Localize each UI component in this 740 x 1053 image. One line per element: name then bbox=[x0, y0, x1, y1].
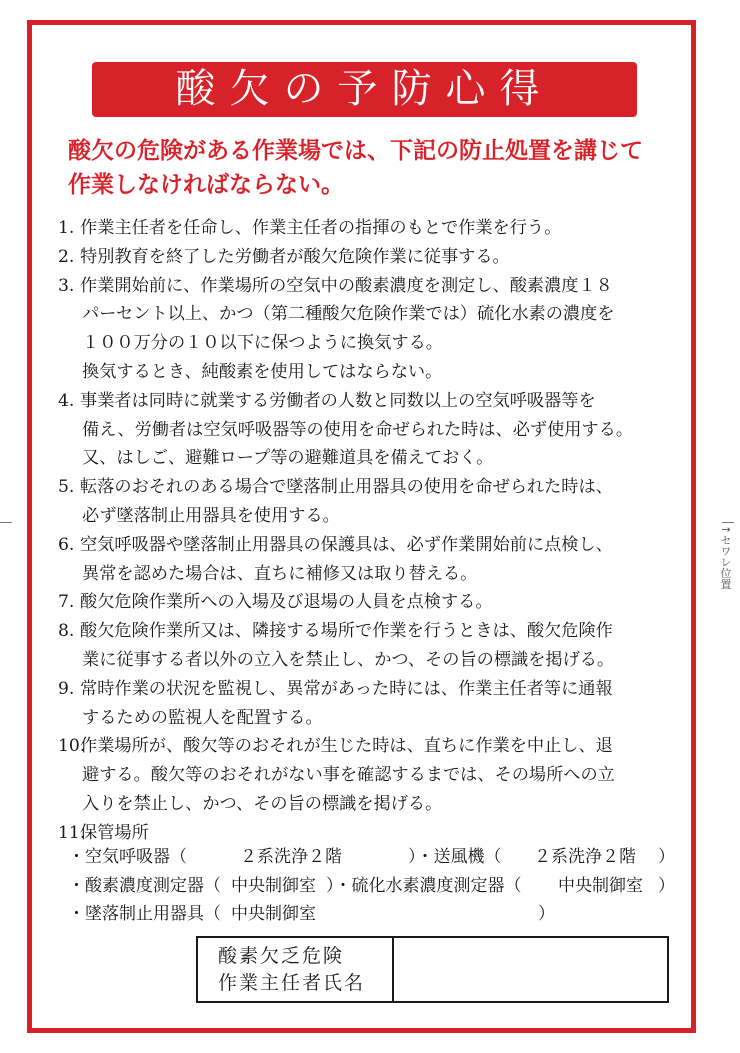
rule-number: 10. bbox=[58, 736, 86, 757]
rule-text: 酸欠危険作業所への入場及び退場の人員を点検する。 bbox=[80, 592, 493, 613]
rule-item-3 bbox=[58, 272, 678, 387]
page-title: 酸欠の予防心得 bbox=[92, 62, 637, 117]
rule-number: 4. bbox=[58, 390, 75, 411]
rule-text: 備え、労働者は空気呼吸器等の使用を命ぜられた時は、必ず使用する。 bbox=[82, 419, 634, 440]
storage-label: ・墜落制止用器具（ bbox=[68, 904, 221, 924]
fold-mark-left bbox=[0, 522, 12, 523]
storage-value: ２系洗浄２階 bbox=[240, 847, 342, 867]
storage-value: ２系洗浄２階 bbox=[534, 847, 636, 867]
rule-text: 避する。酸欠等のおそれがない事を確認するまでは、その場所への立 bbox=[82, 765, 615, 786]
storage-row bbox=[68, 900, 678, 929]
rule-text: 又、はしご、避難ロープ等の避難道具を備えておく。 bbox=[82, 448, 494, 469]
rule-text: 換気するとき、純酸素を使用してはならない。 bbox=[82, 361, 443, 382]
supervisor-label-line: 作業主任者氏名 bbox=[218, 972, 366, 994]
storage-value: 中央制御室 bbox=[231, 875, 316, 896]
rule-text: 転落のおそれのある場合で墜落制止用器具の使用を命ぜられた時は、 bbox=[80, 477, 613, 498]
rule-text: するための監視人を配置する。 bbox=[82, 707, 323, 728]
rule-text: 業に従事する者以外の立入を禁止し、かつ、その旨の標識を掲げる。 bbox=[82, 649, 615, 670]
storage-label: ）・硫化水素濃度測定器（ bbox=[326, 875, 522, 896]
storage-value: 中央制御室 bbox=[231, 904, 316, 924]
rule-text: 空気呼吸器や墜落制止用器具の保護具は、必ず作業開始前に点検し、 bbox=[80, 534, 613, 555]
rule-text: パーセント以上、かつ（第二種酸欠危険作業では）硫化水素の濃度を bbox=[82, 304, 615, 325]
rule-list bbox=[58, 214, 678, 848]
side-note: ↑セワレ位置 bbox=[719, 525, 732, 590]
storage-row bbox=[68, 843, 678, 872]
rule-number: 6. bbox=[58, 534, 75, 555]
rule-number: 7. bbox=[58, 592, 75, 613]
rule-number: 1. bbox=[58, 218, 75, 238]
storage-value: 中央制御室 bbox=[558, 875, 643, 896]
lead-line: 作業しなければならない。 bbox=[68, 171, 344, 198]
rule-number: 8. bbox=[58, 621, 75, 642]
rule-number: 9. bbox=[58, 678, 75, 699]
rule-number: 3. bbox=[58, 275, 75, 296]
rule-item-5 bbox=[58, 473, 678, 531]
rule-text: 作業主任者を任命し、作業主任者の指揮のもとで作業を行う。 bbox=[80, 218, 562, 238]
fold-mark-right bbox=[722, 522, 734, 523]
lead-line: 酸欠の危険がある作業場では、下記の防止処置を講じて bbox=[68, 137, 643, 164]
storage-label: ・酸素濃度測定器（ bbox=[68, 875, 221, 896]
rule-text: 作業場所が、酸欠等のおそれが生じた時は、直ちに作業を中止し、退 bbox=[80, 736, 613, 757]
rule-item-4 bbox=[58, 387, 678, 473]
supervisor-label-line: 酸素欠乏危険 bbox=[218, 945, 345, 967]
rule-text: 必ず墜落制止用器具を使用する。 bbox=[82, 505, 340, 526]
rule-number: 11. bbox=[58, 822, 86, 843]
storage-close: ） bbox=[538, 904, 555, 924]
storage-locations bbox=[68, 843, 678, 929]
rule-text: 常時作業の状況を監視し、異常があった時には、作業主任者等に通報 bbox=[80, 678, 613, 699]
rule-text: 特別教育を終了した労働者が酸欠危険作業に従事する。 bbox=[80, 246, 510, 267]
rule-item-9 bbox=[58, 675, 678, 733]
rule-text: 入りを禁止し、かつ、その旨の標識を掲げる。 bbox=[82, 793, 443, 814]
rule-item-1 bbox=[58, 214, 678, 243]
rule-text: 事業者は同時に就業する労働者の人数と同数以上の空気呼吸器等を bbox=[80, 390, 596, 411]
rule-number: 5. bbox=[58, 477, 75, 498]
rule-text: 保管場所 bbox=[80, 822, 149, 843]
rule-item-6 bbox=[58, 531, 678, 589]
rule-item-7 bbox=[58, 588, 678, 617]
rule-text: 酸欠危険作業所又は、隣接する場所で作業を行うときは、酸欠危険作 bbox=[80, 621, 613, 642]
rule-number: 2. bbox=[58, 246, 75, 267]
supervisor-name-box bbox=[196, 936, 669, 1003]
rule-text: 作業開始前に、作業場所の空気中の酸素濃度を測定し、酸素濃度１８ bbox=[80, 275, 613, 296]
rule-item-10 bbox=[58, 732, 678, 818]
supervisor-label bbox=[198, 938, 394, 1001]
rule-text: 異常を認めた場合は、直ちに補修又は取り替える。 bbox=[82, 563, 478, 584]
storage-close: ） bbox=[658, 875, 675, 896]
storage-row bbox=[68, 872, 678, 901]
rule-item-8 bbox=[58, 617, 678, 675]
storage-label: ・空気呼吸器（ bbox=[68, 847, 187, 867]
lead-text bbox=[68, 134, 678, 202]
supervisor-name-field[interactable] bbox=[394, 938, 667, 1001]
storage-close: ） bbox=[658, 847, 675, 867]
storage-label: ）・送風機（ bbox=[408, 847, 502, 867]
rule-item-2 bbox=[58, 243, 678, 272]
rule-text: １００万分の１０以下に保つように換気する。 bbox=[82, 333, 443, 354]
